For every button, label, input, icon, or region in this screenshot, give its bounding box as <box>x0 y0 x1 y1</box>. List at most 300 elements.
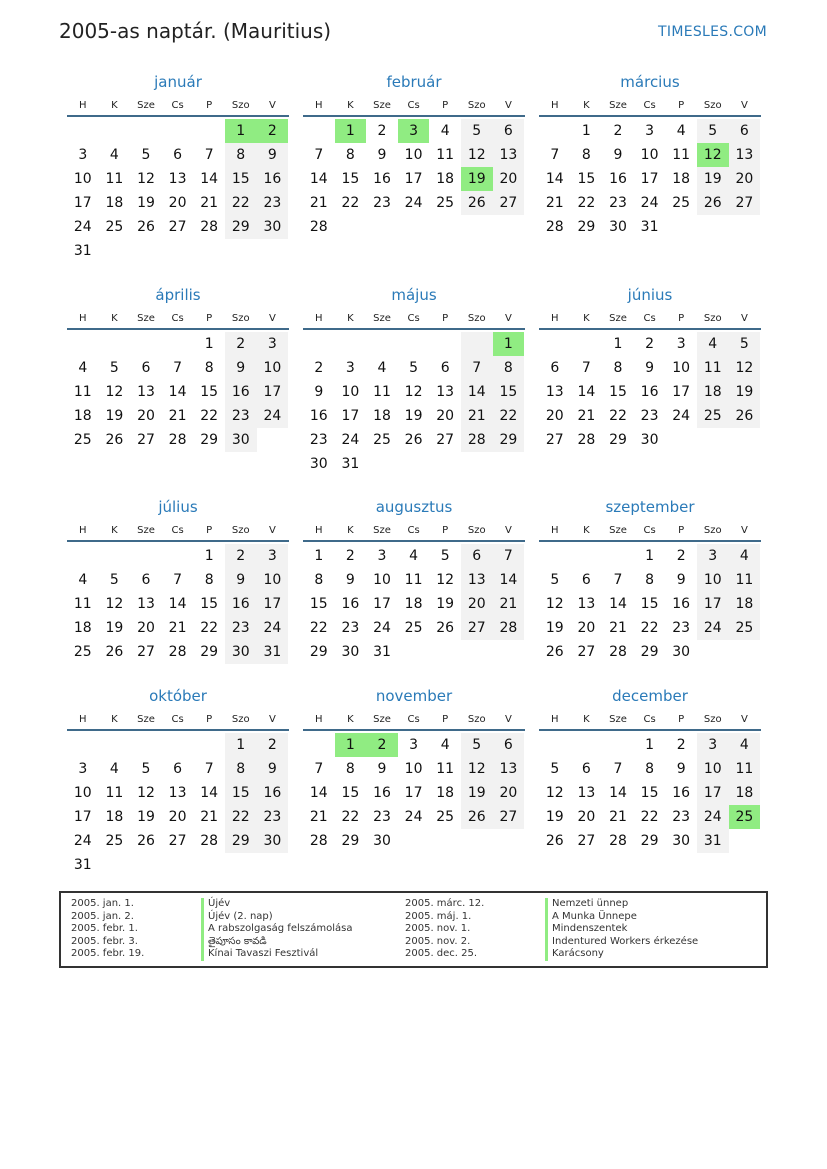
day-cell: 25 <box>672 195 691 211</box>
day-cell: 24 <box>672 408 691 424</box>
day-cell: 17 <box>672 384 691 400</box>
holiday-day-cell: 2 <box>257 119 289 143</box>
empty-cell <box>539 733 571 757</box>
day-cell: 6 <box>173 147 183 163</box>
day-cell: 17 <box>257 592 289 616</box>
legend-date: 2005. máj. 1. <box>405 910 472 922</box>
day-cell: 24 <box>341 432 360 448</box>
day-cell: 7 <box>204 761 214 777</box>
day-cell: 22 <box>640 620 659 636</box>
day-cell: 11 <box>729 757 761 781</box>
day-cell: 8 <box>645 572 655 588</box>
month-name: szeptember <box>605 498 695 516</box>
day-cell: 20 <box>168 809 187 825</box>
empty-cell <box>303 119 335 143</box>
day-cell: 13 <box>168 785 187 801</box>
day-cell: 16 <box>672 596 691 612</box>
weekday-label: K <box>111 100 118 111</box>
day-cell: 26 <box>461 805 493 829</box>
day-cell: 22 <box>200 408 219 424</box>
day-cell: 8 <box>493 356 525 380</box>
day-cell: 9 <box>377 147 387 163</box>
holiday-day-cell: 19 <box>461 167 493 191</box>
month-name: március <box>620 73 680 91</box>
day-cell: 16 <box>373 171 391 187</box>
day-cell: 22 <box>200 620 219 636</box>
weekday-header <box>303 97 525 117</box>
weekday-label: P <box>206 313 213 324</box>
day-cell: 28 <box>168 432 187 448</box>
day-cell: 28 <box>461 428 493 452</box>
day-cell: 5 <box>440 548 450 564</box>
day-cell: 10 <box>73 785 92 801</box>
weekday-label: P <box>206 525 213 536</box>
day-cell: 11 <box>697 356 729 380</box>
day-cell: 5 <box>141 761 151 777</box>
day-cell: 25 <box>729 616 761 640</box>
day-cell: 9 <box>257 143 289 167</box>
weekday-label: Cs <box>643 313 656 324</box>
day-cell: 29 <box>577 219 596 235</box>
day-cell: 1 <box>204 336 214 352</box>
day-cell: 25 <box>404 620 423 636</box>
day-grid <box>67 544 289 664</box>
weekday-label: P <box>678 714 685 725</box>
day-cell: 18 <box>697 380 729 404</box>
weekday-label: Sze <box>137 100 155 111</box>
day-cell: 26 <box>436 620 455 636</box>
day-cell: 24 <box>640 195 659 211</box>
day-cell: 28 <box>309 833 328 849</box>
day-cell: 12 <box>105 384 124 400</box>
day-cell: 5 <box>109 572 119 588</box>
day-cell: 6 <box>581 761 591 777</box>
weekday-label: K <box>111 714 118 725</box>
weekday-label: V <box>504 714 512 725</box>
day-cell: 27 <box>493 191 525 215</box>
weekday-label: Szo <box>231 525 250 536</box>
day-cell: 22 <box>341 809 360 825</box>
day-cell: 10 <box>640 147 659 163</box>
weekday-label: Sze <box>609 525 627 536</box>
weekday-label: Szo <box>467 100 486 111</box>
day-cell: 26 <box>729 404 761 428</box>
day-cell: 9 <box>613 147 623 163</box>
day-cell: 6 <box>440 360 450 376</box>
day-cell: 19 <box>137 195 155 211</box>
weekday-label: Cs <box>407 714 420 725</box>
day-cell: 19 <box>137 809 155 825</box>
day-cell: 24 <box>257 616 289 640</box>
brand-logo-text[interactable]: TIMESLES.COM <box>658 24 767 40</box>
day-cell: 2 <box>225 332 257 356</box>
day-cell: 3 <box>377 548 387 564</box>
day-cell: 26 <box>105 432 124 448</box>
day-cell: 5 <box>109 360 119 376</box>
weekday-label: P <box>678 100 685 111</box>
empty-cell <box>429 332 461 356</box>
day-cell: 5 <box>141 147 151 163</box>
day-cell: 8 <box>225 757 257 781</box>
weekday-label: H <box>79 525 87 536</box>
day-cell: 12 <box>137 785 155 801</box>
empty-cell <box>366 332 398 356</box>
day-cell: 5 <box>461 119 493 143</box>
day-cell: 14 <box>309 785 328 801</box>
weekday-label: Cs <box>643 100 656 111</box>
day-cell: 20 <box>577 809 596 825</box>
weekday-label: Szo <box>231 100 250 111</box>
day-cell: 11 <box>436 761 455 777</box>
day-cell: 28 <box>493 616 525 640</box>
day-cell: 17 <box>404 785 423 801</box>
day-cell: 21 <box>577 408 596 424</box>
day-grid <box>303 119 525 239</box>
day-cell: 19 <box>545 809 564 825</box>
day-cell: 17 <box>404 171 423 187</box>
weekday-label: V <box>504 100 512 111</box>
day-cell: 18 <box>73 620 92 636</box>
day-cell: 4 <box>676 123 686 139</box>
day-cell: 3 <box>345 360 355 376</box>
day-cell: 31 <box>257 640 289 664</box>
month-name: január <box>154 73 202 91</box>
day-cell: 2 <box>676 548 686 564</box>
month-calendar <box>67 497 289 664</box>
legend-holiday-name: Újév (2. nap) <box>201 911 352 924</box>
day-cell: 22 <box>609 408 627 424</box>
day-cell: 8 <box>645 761 655 777</box>
weekday-header <box>67 711 289 731</box>
day-cell: 3 <box>78 761 88 777</box>
holiday-day-cell: 12 <box>697 143 729 167</box>
day-cell: 23 <box>672 809 691 825</box>
day-cell: 11 <box>373 384 391 400</box>
day-cell: 20 <box>137 620 155 636</box>
day-grid <box>539 119 761 239</box>
day-cell: 18 <box>729 592 761 616</box>
day-cell: 18 <box>404 596 423 612</box>
day-cell: 9 <box>257 757 289 781</box>
day-cell: 14 <box>545 171 564 187</box>
day-cell: 13 <box>493 757 525 781</box>
day-cell: 23 <box>672 620 691 636</box>
day-cell: 11 <box>729 568 761 592</box>
weekday-label: Cs <box>643 525 656 536</box>
day-cell: 18 <box>436 171 455 187</box>
day-cell: 18 <box>73 408 92 424</box>
day-cell: 21 <box>200 195 219 211</box>
day-cell: 25 <box>697 404 729 428</box>
day-cell: 3 <box>676 336 686 352</box>
day-cell: 15 <box>225 781 257 805</box>
holiday-day-cell: 1 <box>493 332 525 356</box>
day-cell: 13 <box>137 596 155 612</box>
month-calendar <box>67 285 289 452</box>
legend-date: 2005. jan. 2. <box>71 910 134 922</box>
day-cell: 9 <box>676 761 686 777</box>
day-cell: 28 <box>609 833 627 849</box>
weekday-header <box>303 711 525 731</box>
empty-cell <box>67 119 99 143</box>
day-cell: 27 <box>461 616 493 640</box>
weekday-header <box>303 310 525 330</box>
day-cell: 22 <box>225 805 257 829</box>
day-cell: 30 <box>672 833 691 849</box>
day-cell: 5 <box>461 733 493 757</box>
day-cell: 8 <box>204 360 214 376</box>
day-cell: 7 <box>493 544 525 568</box>
day-cell: 22 <box>577 195 596 211</box>
day-cell: 24 <box>373 620 391 636</box>
day-cell: 26 <box>137 833 155 849</box>
day-cell: 22 <box>225 191 257 215</box>
day-cell: 7 <box>550 147 560 163</box>
day-cell: 4 <box>78 360 88 376</box>
day-cell: 19 <box>461 781 493 805</box>
weekday-label: Sze <box>137 714 155 725</box>
weekday-label: V <box>740 525 748 536</box>
day-cell: 23 <box>257 805 289 829</box>
weekday-label: Sze <box>373 313 391 324</box>
day-cell: 5 <box>550 761 560 777</box>
day-cell: 23 <box>225 404 257 428</box>
day-cell: 30 <box>257 829 289 853</box>
weekday-label: Szo <box>703 313 722 324</box>
day-cell: 30 <box>640 432 659 448</box>
day-cell: 15 <box>577 171 596 187</box>
empty-cell <box>99 332 131 356</box>
day-cell: 17 <box>697 592 729 616</box>
day-cell: 4 <box>440 737 450 753</box>
day-cell: 3 <box>409 737 419 753</box>
day-cell: 24 <box>404 809 423 825</box>
day-cell: 24 <box>697 616 729 640</box>
day-cell: 14 <box>309 171 328 187</box>
day-cell: 25 <box>73 644 92 660</box>
day-cell: 21 <box>461 404 493 428</box>
empty-cell <box>571 332 603 356</box>
weekday-label: Cs <box>407 313 420 324</box>
legend-holiday-name: A rabszolgaság felszámolása <box>201 923 352 936</box>
day-cell: 17 <box>73 195 92 211</box>
day-cell: 11 <box>436 147 455 163</box>
month-name: augusztus <box>375 498 453 516</box>
weekday-label: V <box>268 313 276 324</box>
day-cell: 11 <box>73 384 92 400</box>
day-cell: 3 <box>697 733 729 757</box>
day-cell: 6 <box>493 733 525 757</box>
weekday-label: V <box>504 313 512 324</box>
day-cell: 27 <box>729 191 761 215</box>
day-cell: 27 <box>545 432 564 448</box>
day-cell: 29 <box>609 432 627 448</box>
day-cell: 7 <box>314 761 324 777</box>
month-calendar <box>539 497 761 664</box>
day-cell: 17 <box>257 380 289 404</box>
empty-cell <box>130 119 162 143</box>
weekday-label: H <box>79 100 87 111</box>
legend-holiday-name: A Munka Ünnepe <box>545 911 698 924</box>
weekday-label: H <box>551 313 559 324</box>
month-name: június <box>627 286 673 304</box>
month-name: április <box>155 286 201 304</box>
day-cell: 16 <box>341 596 360 612</box>
weekday-label: K <box>347 714 354 725</box>
day-cell: 7 <box>173 360 183 376</box>
empty-cell <box>398 332 430 356</box>
day-cell: 29 <box>225 829 257 853</box>
day-cell: 9 <box>676 572 686 588</box>
day-cell: 7 <box>173 572 183 588</box>
day-cell: 12 <box>461 143 493 167</box>
weekday-header <box>303 522 525 542</box>
day-cell: 27 <box>436 432 455 448</box>
month-calendar <box>303 686 525 853</box>
month-calendar <box>303 497 525 664</box>
day-cell: 28 <box>545 219 564 235</box>
weekday-label: H <box>551 100 559 111</box>
day-cell: 7 <box>204 147 214 163</box>
day-cell: 27 <box>137 432 155 448</box>
day-cell: 20 <box>493 781 525 805</box>
day-cell: 2 <box>314 360 324 376</box>
day-cell: 16 <box>257 167 289 191</box>
day-cell: 18 <box>373 408 391 424</box>
day-cell: 4 <box>440 123 450 139</box>
empty-cell <box>67 332 99 356</box>
day-cell: 10 <box>73 171 92 187</box>
month-calendar <box>539 686 761 853</box>
day-cell: 17 <box>341 408 360 424</box>
day-cell: 13 <box>545 384 564 400</box>
day-cell: 19 <box>697 167 729 191</box>
day-cell: 25 <box>105 219 124 235</box>
weekday-label: Cs <box>171 100 184 111</box>
day-cell: 22 <box>309 620 328 636</box>
month-name: október <box>149 687 207 705</box>
day-cell: 14 <box>168 384 187 400</box>
day-cell: 16 <box>309 408 328 424</box>
day-cell: 15 <box>341 785 360 801</box>
holiday-day-cell: 1 <box>335 733 367 757</box>
day-cell: 8 <box>225 143 257 167</box>
weekday-label: Sze <box>137 313 155 324</box>
day-cell: 21 <box>309 195 328 211</box>
day-cell: 14 <box>200 171 219 187</box>
day-cell: 1 <box>314 548 324 564</box>
day-cell: 19 <box>436 596 455 612</box>
legend-holiday-name: Indentured Workers érkezése <box>545 936 698 949</box>
day-cell: 13 <box>729 143 761 167</box>
day-cell: 15 <box>200 596 219 612</box>
day-cell: 10 <box>257 568 289 592</box>
day-cell: 28 <box>309 219 328 235</box>
day-cell: 29 <box>640 644 659 660</box>
month-calendar <box>303 285 525 476</box>
day-cell: 27 <box>168 219 187 235</box>
weekday-label: Sze <box>609 100 627 111</box>
day-cell: 26 <box>461 191 493 215</box>
day-cell: 30 <box>672 644 691 660</box>
empty-cell <box>193 119 225 143</box>
day-cell: 29 <box>225 215 257 239</box>
legend-left-names <box>201 898 352 961</box>
day-cell: 24 <box>697 805 729 829</box>
empty-cell <box>162 733 194 757</box>
day-cell: 18 <box>436 785 455 801</box>
holiday-day-cell: 2 <box>366 733 398 757</box>
day-cell: 4 <box>109 147 119 163</box>
day-cell: 26 <box>404 432 423 448</box>
day-cell: 14 <box>168 596 187 612</box>
empty-cell <box>130 332 162 356</box>
day-cell: 14 <box>461 380 493 404</box>
day-cell: 30 <box>609 219 627 235</box>
day-cell: 21 <box>609 809 627 825</box>
weekday-label: Sze <box>373 714 391 725</box>
day-cell: 22 <box>493 404 525 428</box>
day-cell: 19 <box>105 620 124 636</box>
holiday-day-cell: 1 <box>335 119 367 143</box>
day-cell: 24 <box>404 195 423 211</box>
day-cell: 24 <box>73 219 92 235</box>
day-cell: 15 <box>640 596 659 612</box>
legend-left-dates <box>71 898 144 961</box>
day-cell: 11 <box>105 171 124 187</box>
day-cell: 18 <box>729 781 761 805</box>
day-cell: 28 <box>200 833 219 849</box>
day-cell: 18 <box>105 195 124 211</box>
day-cell: 10 <box>697 757 729 781</box>
day-cell: 3 <box>257 544 289 568</box>
day-cell: 8 <box>581 147 591 163</box>
day-cell: 26 <box>105 644 124 660</box>
weekday-label: Sze <box>137 525 155 536</box>
day-cell: 17 <box>640 171 659 187</box>
day-cell: 1 <box>645 737 655 753</box>
day-cell: 3 <box>697 544 729 568</box>
weekday-label: Cs <box>643 714 656 725</box>
empty-cell <box>99 119 131 143</box>
empty-cell <box>99 544 131 568</box>
weekday-label: H <box>551 714 559 725</box>
day-grid <box>303 544 525 664</box>
legend-right-names <box>545 898 698 961</box>
day-cell: 30 <box>225 640 257 664</box>
day-cell: 6 <box>581 572 591 588</box>
empty-cell <box>539 332 571 356</box>
legend-date: 2005. febr. 3. <box>71 935 138 947</box>
weekday-header <box>539 310 761 330</box>
day-cell: 6 <box>729 119 761 143</box>
legend-date: 2005. márc. 12. <box>405 898 485 909</box>
day-cell: 8 <box>613 360 623 376</box>
day-cell: 29 <box>493 428 525 452</box>
empty-cell <box>539 544 571 568</box>
day-grid <box>539 733 761 853</box>
day-cell: 17 <box>697 781 729 805</box>
weekday-header <box>67 522 289 542</box>
day-cell: 21 <box>168 408 187 424</box>
day-cell: 21 <box>200 809 219 825</box>
weekday-label: P <box>206 100 213 111</box>
weekday-header <box>67 97 289 117</box>
day-cell: 4 <box>78 572 88 588</box>
day-cell: 13 <box>577 785 596 801</box>
legend-date: 2005. nov. 1. <box>405 923 471 934</box>
day-cell: 4 <box>409 548 419 564</box>
